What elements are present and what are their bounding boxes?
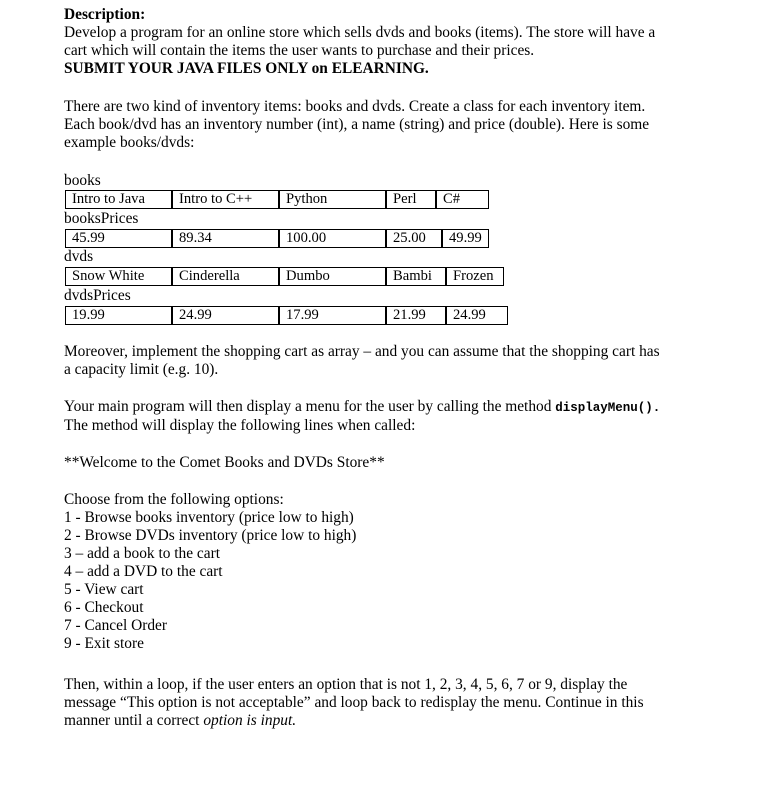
option-item: 4 – add a DVD to the cart (64, 563, 223, 580)
intro-line: example books/dvds: (64, 134, 195, 151)
menu-line: The method will display the following lines when called: (64, 417, 416, 434)
option-item: 7 - Cancel Order (64, 617, 167, 634)
inventory-intro (64, 98, 704, 152)
books-prices-label: booksPrices (64, 210, 139, 227)
intro-line: There are two kind of inventory items: books and dvds. Create a class for each inventory item. (64, 98, 646, 115)
menu-line-text: Your main program will then display a menu for the user by calling the method (64, 398, 556, 415)
option-item: 5 - View cart (64, 581, 144, 598)
dvds-price-cell: 24.99 (172, 306, 279, 325)
dvds-cell: Snow White (65, 267, 172, 286)
dvds-cell: Bambi (386, 267, 446, 286)
options-list (64, 491, 704, 653)
loop-line: Then, within a loop, if the user enters an option that is not 1, 2, 3, 4, 5, 6, 7 or 9, display the (64, 676, 628, 693)
dvds-price-cell: 21.99 (386, 306, 446, 325)
books-cell: Intro to C++ (172, 190, 279, 209)
loop-line: message “This option is not acceptable” and loop back to redisplay the menu. Continue in this (64, 694, 644, 711)
books-label: books (64, 172, 101, 189)
description-heading: Description: (64, 6, 146, 23)
options-intro: Choose from the following options: (64, 491, 284, 508)
cart-line: Moreover, implement the shopping cart as array – and you can assume that the shopping cart has (64, 343, 660, 360)
description-section (64, 6, 704, 78)
intro-line: Each book/dvd has an inventory number (int), a name (string) and price (double). Here is some (64, 116, 650, 133)
books-cell: Intro to Java (65, 190, 172, 209)
description-line: cart which will contain the items the user wants to purchase and their prices. (64, 42, 535, 59)
cart-line: a capacity limit (e.g. 10). (64, 361, 219, 378)
loop-line (64, 712, 704, 730)
dvds-cell: Cinderella (172, 267, 279, 286)
dvds-cell: Dumbo (279, 267, 386, 286)
option-item: 9 - Exit store (64, 635, 144, 652)
dvds-price-cell: 19.99 (65, 306, 172, 325)
books-price-cell: 25.00 (386, 229, 442, 248)
submit-instruction: SUBMIT YOUR JAVA FILES ONLY on ELEARNING. (64, 60, 429, 77)
option-item: 1 - Browse books inventory (price low to high) (64, 509, 354, 526)
loop-paragraph (64, 676, 704, 730)
option-item: 3 – add a book to the cart (64, 545, 220, 562)
option-item: 2 - Browse DVDs inventory (price low to high) (64, 527, 357, 544)
menu-line (64, 398, 704, 417)
loop-line-text: manner until a correct (64, 712, 204, 729)
books-cell: Perl (386, 190, 436, 209)
description-line: Develop a program for an online store which sells dvds and books (items). The store will have a (64, 24, 656, 41)
dvds-label: dvds (64, 248, 94, 265)
books-price-cell: 45.99 (65, 229, 172, 248)
cart-paragraph (64, 343, 704, 379)
method-name: displayMenu(). (555, 401, 661, 415)
welcome-line (64, 454, 704, 472)
dvds-prices-label: dvdsPrices (64, 287, 131, 304)
loop-italic-text: option is input. (203, 712, 297, 729)
welcome-text: **Welcome to the Comet Books and DVDs Store** (64, 454, 385, 471)
books-price-cell: 49.99 (442, 229, 489, 248)
dvds-price-cell: 24.99 (446, 306, 508, 325)
books-price-cell: 100.00 (279, 229, 386, 248)
books-cell: Python (279, 190, 386, 209)
menu-paragraph (64, 398, 704, 435)
dvds-cell: Frozen (446, 267, 504, 286)
option-item: 6 - Checkout (64, 599, 144, 616)
dvds-price-cell: 17.99 (279, 306, 386, 325)
books-cell: C# (436, 190, 489, 209)
books-price-cell: 89.34 (172, 229, 279, 248)
